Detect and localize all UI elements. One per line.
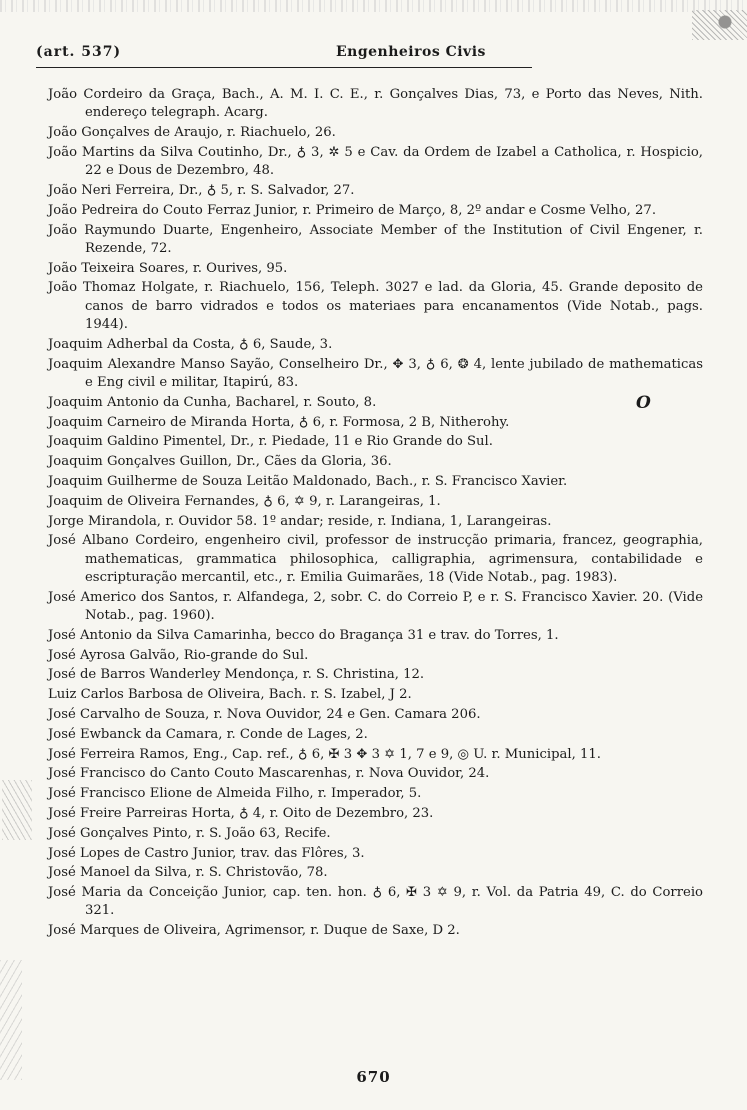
list-item: João Teixeira Soares, r. Ourives, 95.: [48, 260, 288, 276]
list-item: José Francisco do Canto Couto Mascarenhas, r. Nova Ouvidor, 24.: [48, 766, 490, 782]
page-number: 670: [356, 1068, 391, 1086]
list-item: João Gonçalves de Araujo, r. Riachuelo, 26.: [48, 125, 336, 141]
list-item: José Ferreira Ramos, Eng., Cap. ref., ♁ 6, ✠ 3 ✥ 3 ✡ 1, 7 e 9, ◎ U. r. Municipal, 11.: [48, 746, 601, 762]
section-title: Engenheiros Civis: [336, 44, 486, 60]
list-item: Luiz Carlos Barbosa de Oliveira, Bach. r. S. Izabel, J 2.: [48, 687, 412, 703]
list-item: João Cordeiro da Graça, Bach., A. M. I. C. E., r. Gonçalves Dias, 73, e Porto das Neves, Nith. endereço telegraph. Acarg.: [48, 87, 703, 121]
list-item: José Carvalho de Souza, r. Nova Ouvidor, 24 e Gen. Camara 206.: [48, 707, 481, 722]
handwritten-mark: O: [636, 393, 651, 413]
list-item: João Martins da Silva Coutinho, Dr., ♁ 3, ✲ 5 e Cav. da Ordem de Izabel a Catholica, r. Hospicio, 22 e Dous de Dezembro, 48.: [48, 144, 703, 179]
header-rule: [36, 67, 532, 68]
list-item: José Manoel da Silva, r. S. Christovão, 78.: [48, 865, 328, 881]
entry-list: [48, 86, 703, 942]
margin-scribble: [2, 780, 32, 840]
scan-noise-right: [692, 10, 747, 40]
list-item: Jorge Mirandola, r. Ouvidor 58. 1º andar; reside, r. Indiana, 1, Larangeiras.: [48, 513, 552, 529]
list-item: João Neri Ferreira, Dr., ♁ 5, r. S. Salvador, 27.: [48, 182, 355, 198]
list-item: José Gonçalves Pinto, r. S. João 63, Recife.: [48, 825, 331, 841]
list-item: João Raymundo Duarte, Engenheiro, Associate Member of the Institution of Civil Engener, r. Rezende, 72.: [48, 222, 703, 256]
list-item: José Ayrosa Galvão, Rio-grande do Sul.: [48, 647, 309, 663]
list-item: José Marques de Oliveira, Agrimensor, r. Duque de Saxe, D 2.: [48, 923, 460, 939]
list-item: Joaquim Galdino Pimentel, Dr., r. Piedade, 11 e Rio Grande do Sul.: [48, 434, 493, 450]
running-header: [36, 42, 532, 66]
list-item: João Pedreira do Couto Ferraz Junior, r. Primeiro de Março, 8, 2º andar e Cosme Velho, 27.: [48, 202, 657, 218]
list-item: José Freire Parreiras Horta, ♁ 4, r. Oito de Dezembro, 23.: [48, 805, 434, 821]
list-item: Joaquim de Oliveira Fernandes, ♁ 6, ✡ 9, r. Larangeiras, 1.: [48, 493, 441, 509]
list-item: José Albano Cordeiro, engenheiro civil, professor de instrucção primaria, francez, geographia, mathematicas, grammatica philosophica, calligraphia, agrimensura, contabilidade e escripturação mercantil, etc., r. Emilia Guimarães, 18 (Vide Notab., pag. 1983).: [48, 533, 703, 585]
margin-scribble-lower: [0, 960, 22, 1080]
list-item: José Lopes de Castro Junior, trav. das Flôres, 3.: [48, 845, 365, 861]
article-ref: (art. 537): [36, 44, 122, 60]
list-item: José Francisco Elione de Almeida Filho, r. Imperador, 5.: [48, 786, 422, 802]
scan-noise-top: [0, 0, 747, 12]
list-item: José de Barros Wanderley Mendonça, r. S. Christina, 12.: [48, 667, 425, 683]
list-item: Joaquim Adherbal da Costa, ♁ 6, Saude, 3.: [48, 336, 333, 352]
list-item: José Antonio da Silva Camarinha, becco do Bragança 31 e trav. do Torres, 1.: [48, 627, 559, 643]
list-item: Joaquim Alexandre Manso Sayão, Conselheiro Dr., ✥ 3, ♁ 6, ❂ 4, lente jubilado de mathematicas e Eng civil e militar, Itapirú, 83.: [48, 356, 703, 390]
list-item: José Maria da Conceição Junior, cap. ten. hon. ♁ 6, ✠ 3 ✡ 9, r. Vol. da Patria 49, C. do Correio 321.: [48, 885, 703, 919]
list-item: José Ewbanck da Camara, r. Conde de Lages, 2.: [48, 726, 368, 742]
list-item: Joaquim Guilherme de Souza Leitão Maldonado, Bach., r. S. Francisco Xavier.: [48, 473, 568, 489]
list-item: Joaquim Gonçalves Guillon, Dr., Cães da Gloria, 36.: [48, 454, 392, 470]
list-item: Joaquim Carneiro de Miranda Horta, ♁ 6, r. Formosa, 2 B, Nitherohy.: [48, 414, 510, 430]
list-item: João Thomaz Holgate, r. Riachuelo, 156, Teleph. 3027 e lad. da Gloria, 45. Grande deposito de canos de barro vidrados e todos os materiaes para encanamentos (Vide Notab., pags. 1944).: [48, 280, 703, 333]
list-item: Joaquim Antonio da Cunha, Bacharel, r. Souto, 8.: [48, 394, 377, 410]
list-item: José Americo dos Santos, r. Alfandega, 2, sobr. C. do Correio P, e r. S. Francisco Xavier. 20. (Vide Notab., pag. 1960).: [48, 589, 703, 624]
